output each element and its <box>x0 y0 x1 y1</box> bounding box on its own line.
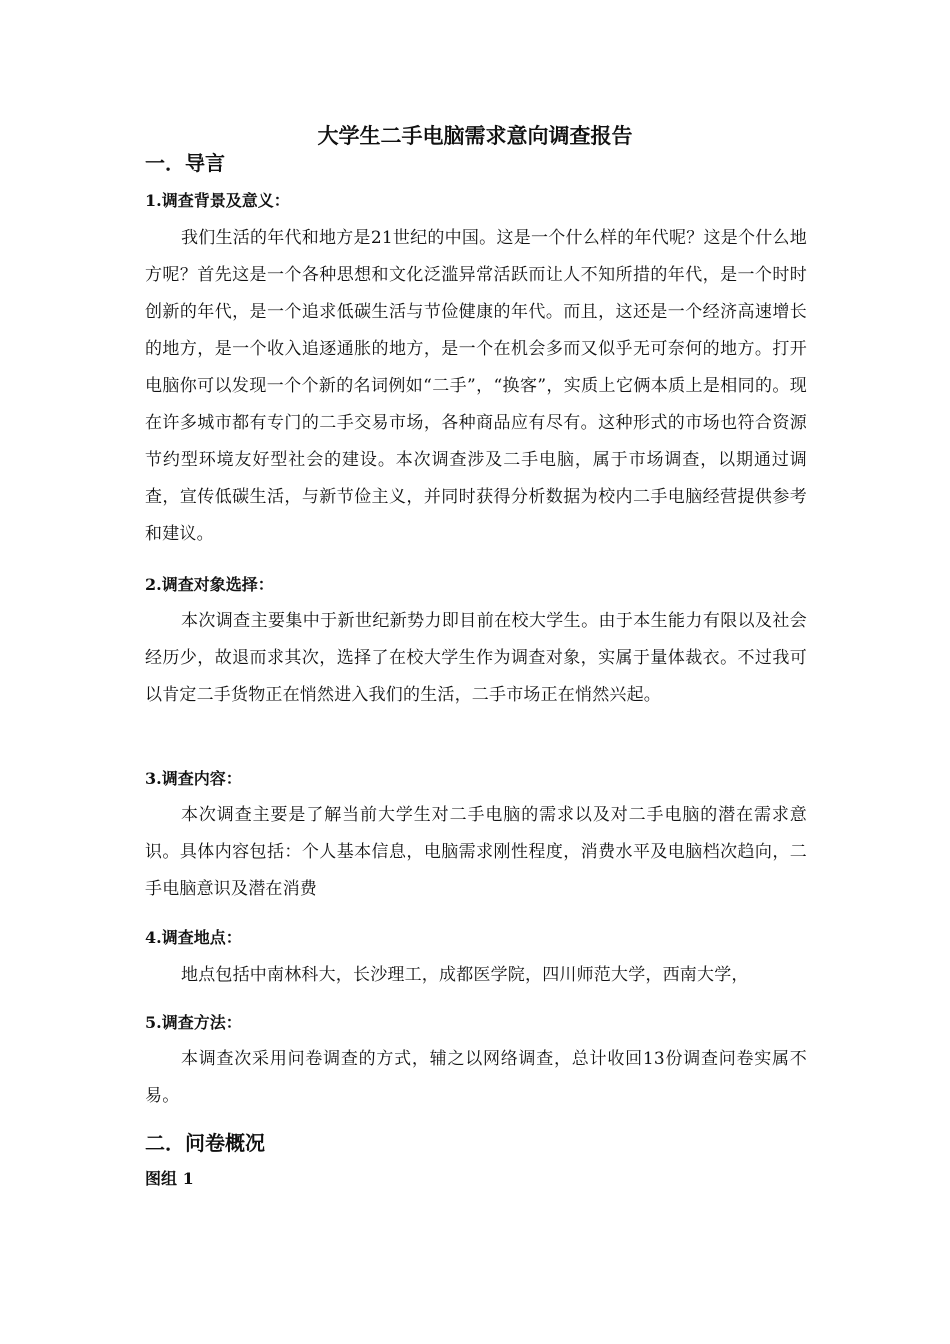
subsection-heading-location: 4.调查地点： <box>145 928 242 947</box>
figure-group-label: 图组 1 <box>145 1169 194 1188</box>
document-title: 大学生二手电脑需求意向调查报告 <box>317 123 633 148</box>
subsection-heading-content: 3.调查内容： <box>145 769 242 788</box>
paragraph-background: 我们生活的年代和地方是21世纪的中国。这是一个什么样的年代呢？这是个什么地方呢？首先这是一个各种思想和文化泛滥异常活跃而让人不知所措的年代，是一个时时创新的年代，是一个追求低碳生活与节俭健康的年代。而且，这还是一个经济高速增长的地方，是一个收入追逐通胀的地方，是一个在机会多而又似乎无可奈何的地方。打开电脑你可以发现一个个新的名词例如“二手”，“换客”，实质上它俩本质上是相同的。现在许多城市都有专门的二手交易市场，各种商品应有尽有。这种形式的市场也符合资源节约型环境友好型社会的建设。本次调查涉及二手电脑，属于市场调查，以期通过调查，宣传低碳生活，与新节俭主义，并同时获得分析数据为校内二手电脑经营提供参考和建议。 <box>145 228 807 544</box>
paragraph-subjects: 本次调查主要集中于新世纪新势力即目前在校大学生。由于本生能力有限以及社会经历少，故退而求其次，选择了在校大学生作为调查对象，实属于量体裁衣。不过我可以肯定二手货物正在悄然进入我们的生活，二手市场正在悄然兴起。 <box>145 611 807 705</box>
paragraph-method: 本调查次采用问卷调查的方式，辅之以网络调查，总计收回13份调查问卷实属不易。 <box>145 1049 807 1106</box>
section-heading-intro: 一．导言 <box>145 151 225 175</box>
subsection-heading-subjects: 2.调查对象选择： <box>145 575 274 594</box>
subsection-heading-method: 5.调查方法： <box>145 1013 242 1032</box>
section-heading-survey-overview: 二．问卷概况 <box>145 1131 265 1155</box>
paragraph-content: 本次调查主要是了解当前大学生对二手电脑的需求以及对二手电脑的潜在需求意识。具体内容包括：个人基本信息，电脑需求刚性程度，消费水平及电脑档次趋向，二手电脑意识及潜在消费 <box>145 805 807 899</box>
paragraph-location: 地点包括中南林科大，长沙理工，成都医学院，四川师范大学，西南大学， <box>181 965 749 985</box>
subsection-heading-background: 1.调查背景及意义： <box>145 191 290 210</box>
